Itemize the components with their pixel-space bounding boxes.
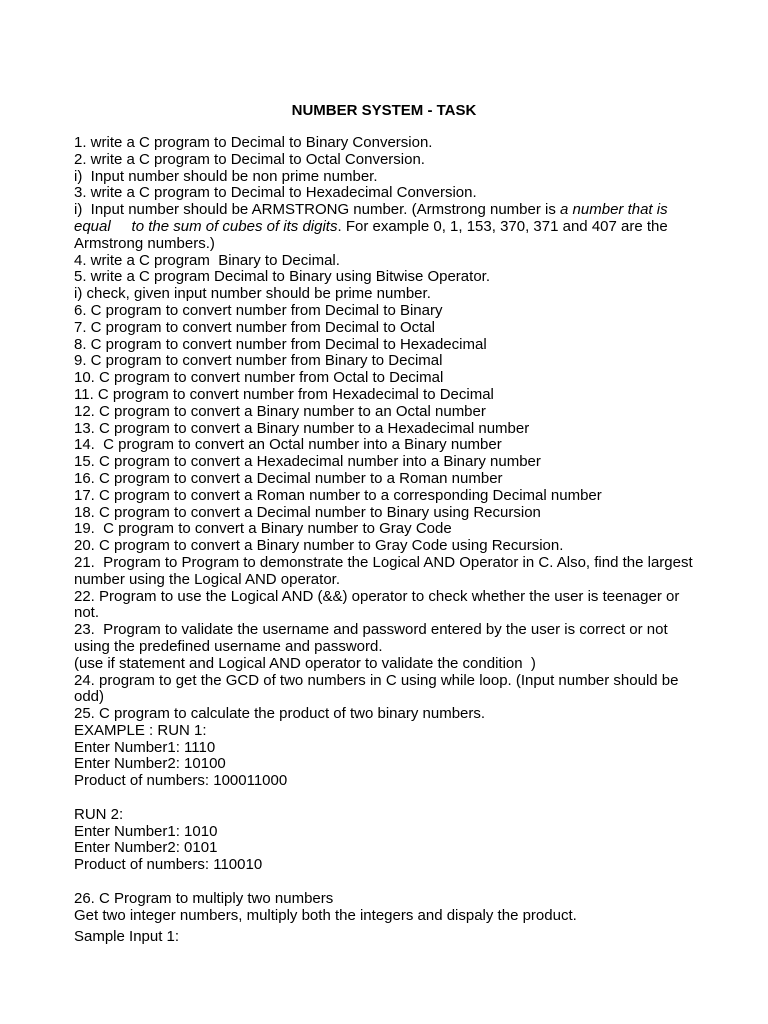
task-line: Get two integer numbers, multiply both the integers and dispaly the product. bbox=[74, 906, 577, 924]
example-line: Enter Number1: 1110 bbox=[74, 738, 216, 756]
task-line: 5. write a C program Decimal to Binary using Bitwise Operator. bbox=[74, 268, 490, 286]
task-line: (use if statement and Logical AND operator to validate the condition ) bbox=[74, 654, 536, 672]
task-line: 24. program to get the GCD of two numbers in C using while loop. (Input number should be odd) bbox=[74, 671, 683, 706]
task-line: 17. C program to convert a Roman number to a corresponding Decimal number bbox=[74, 486, 602, 504]
task-line: 14. C program to convert an Octal number into a Binary number bbox=[74, 436, 502, 454]
document-body bbox=[74, 134, 697, 946]
example-heading: RUN 2: bbox=[74, 805, 124, 823]
task-line: 20. C program to convert a Binary number to Gray Code using Recursion. bbox=[74, 537, 564, 555]
armstrong-note bbox=[74, 202, 694, 252]
task-line: 2. write a C program to Decimal to Octal Conversion. bbox=[74, 150, 425, 168]
task-line: 19. C program to convert a Binary number to Gray Code bbox=[74, 520, 452, 538]
example-line: Product of numbers: 110010 bbox=[74, 856, 263, 874]
task-line: 22. Program to use the Logical AND (&&) operator to check whether the user is teenager or not. bbox=[74, 587, 684, 622]
page-title: NUMBER SYSTEM - TASK bbox=[291, 102, 477, 119]
example-line: Enter Number1: 1010 bbox=[74, 822, 218, 840]
task-line: 25. C program to calculate the product of two binary numbers. bbox=[74, 705, 486, 723]
task-line: 23. Program to validate the username and password entered by the user is correct or not using the predefined username and password. bbox=[74, 621, 672, 655]
spacer bbox=[74, 874, 694, 891]
task-line: 3. write a C program to Decimal to Hexadecimal Conversion. bbox=[74, 184, 477, 202]
task-line: 4. write a C program Binary to Decimal. bbox=[74, 251, 340, 269]
example-line: Product of numbers: 100011000 bbox=[74, 772, 288, 790]
task-line: i) Input number should be non prime number. bbox=[74, 167, 378, 185]
armstrong-prefix: i) Input number should be ARMSTRONG number. (Armstrong number is bbox=[74, 201, 561, 219]
task-line: 6. C program to convert number from Decimal to Binary bbox=[74, 301, 443, 319]
example-line: Enter Number2: 10100 bbox=[74, 755, 226, 773]
task-line: 9. C program to convert number from Binary to Decimal bbox=[74, 352, 443, 370]
task-line: 1. write a C program to Decimal to Binary Conversion. bbox=[74, 134, 433, 151]
example-heading: EXAMPLE : RUN 1: bbox=[74, 721, 207, 739]
task-line: 8. C program to convert number from Decimal to Hexadecimal bbox=[74, 335, 487, 353]
sample-input-label: Sample Input 1: bbox=[74, 928, 180, 946]
task-line: 18. C program to convert a Decimal number to Binary using Recursion bbox=[74, 503, 541, 521]
task-line: 13. C program to convert a Binary number to a Hexadecimal number bbox=[74, 419, 530, 437]
spacer bbox=[74, 790, 694, 807]
task-line: 10. C program to convert number from Octal to Decimal bbox=[74, 369, 444, 387]
task-line: 16. C program to convert a Decimal number to a Roman number bbox=[74, 469, 503, 487]
armstrong-definition: a number that is equal to the sum of cubes of its digits bbox=[74, 201, 672, 235]
task-line: 11. C program to convert number from Hexadecimal to Decimal bbox=[74, 385, 494, 403]
task-line: 21. Program to Program to demonstrate the Logical AND Operator in C. Also, find the largest number using the Logical AND operator. bbox=[74, 553, 697, 588]
task-line: 26. C Program to multiply two numbers bbox=[74, 889, 334, 907]
task-line: 15. C program to convert a Hexadecimal number into a Binary number bbox=[74, 453, 541, 471]
armstrong-suffix: . For example 0, 1, 153, 370, 371 and 407 are the Armstrong numbers.) bbox=[74, 217, 672, 252]
task-line: 12. C program to convert a Binary number to an Octal number bbox=[74, 402, 486, 420]
task-line: 7. C program to convert number from Decimal to Octal bbox=[74, 318, 435, 336]
task-line: i) check, given input number should be prime number. bbox=[74, 285, 431, 303]
example-line: Enter Number2: 0101 bbox=[74, 839, 218, 857]
